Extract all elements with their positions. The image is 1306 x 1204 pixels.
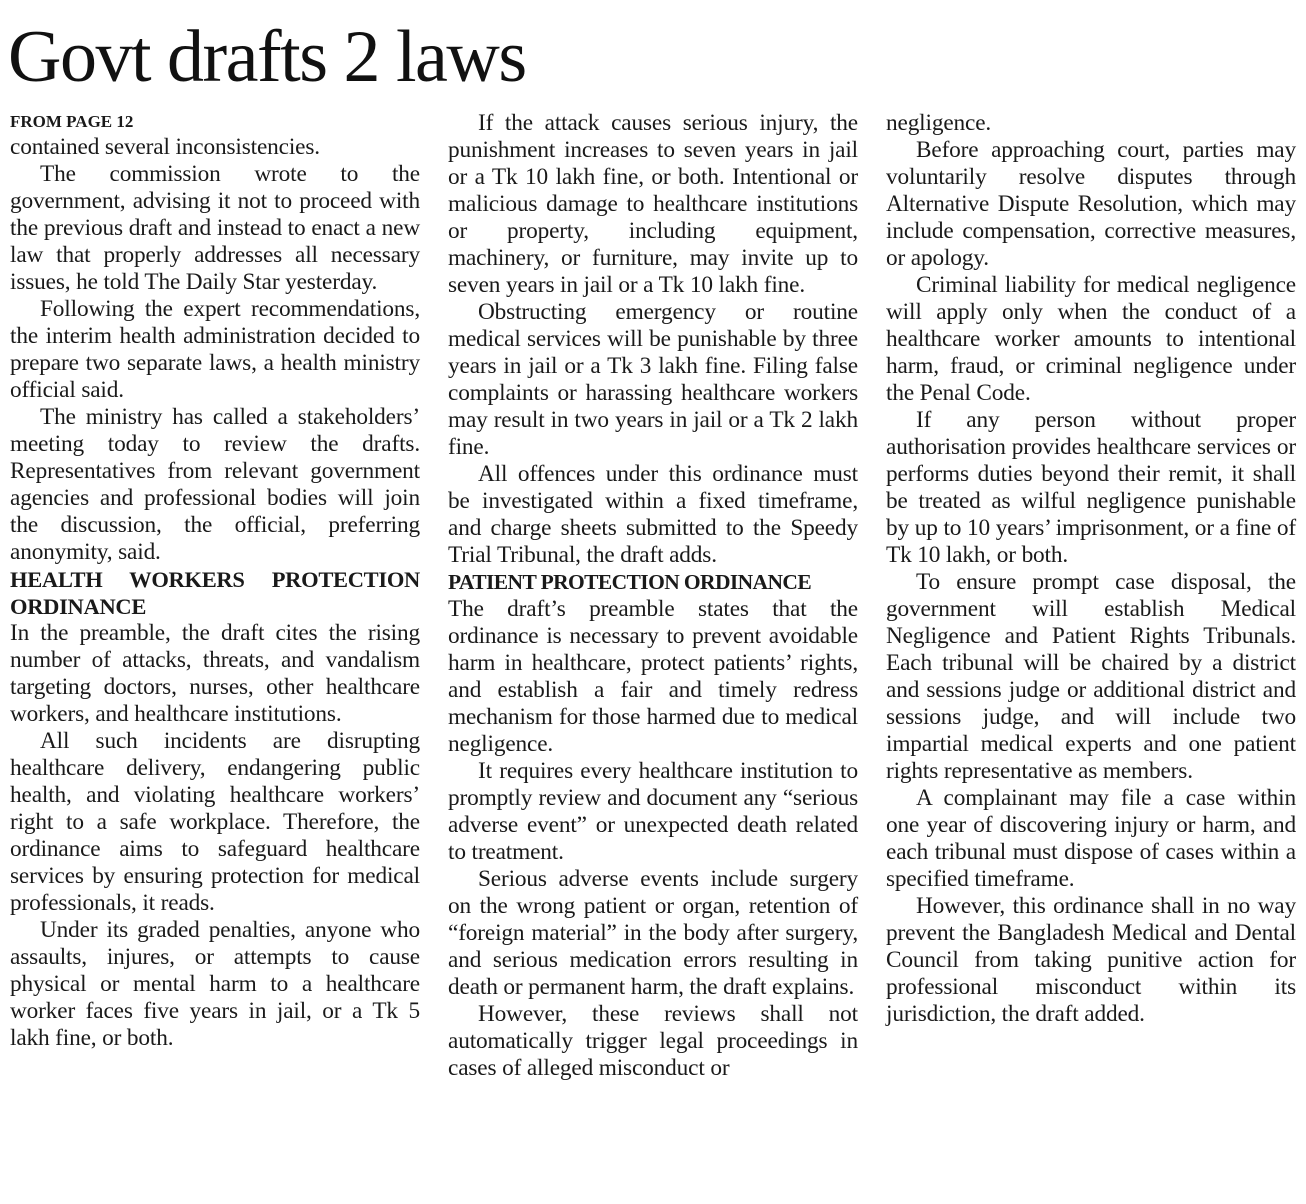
subhead-health-workers: HEALTH WORKERS PROTECTION ORDINANCE: [10, 567, 420, 619]
paragraph: If the attack causes serious injury, the punishment increases to seven years in jail or a Tk 10 lakh fine, or both. Intentional or malicious damage to healthcare institutions or property, including equipment, machinery, or furniture, may invite up to seven years in jail or a Tk 10 lakh fine.: [448, 110, 858, 298]
subhead-patient-protection: PATIENT PROTECTION ORDINANCE: [448, 570, 812, 594]
paragraph: Criminal liability for medical negligence will apply only when the conduct of a healthcare worker amounts to intentional harm, fraud, or criminal negligence under the Penal Code.: [886, 272, 1296, 406]
paragraph: The ministry has called a stakeholders’ meeting today to review the drafts. Representatives from relevant government agencies and professional bodies will join the discussion, the official, preferring anonymity, said.: [10, 404, 420, 565]
paragraph: If any person without proper authorisation provides healthcare services or performs duties beyond their remit, it shall be treated as wilful negligence punishable by up to 10 years’ imprisonment, or a fine of Tk 10 lakh, or both.: [886, 407, 1296, 568]
headline: Govt drafts 2 laws: [8, 16, 526, 98]
continuation-kicker: FROM PAGE 12: [10, 112, 134, 131]
paragraph: All offences under this ordinance must be investigated within a fixed timeframe, and charge sheets submitted to the Speedy Trial Tribunal, the draft adds.: [448, 461, 858, 568]
paragraph: However, these reviews shall not automatically trigger legal proceedings in cases of alleged misconduct or: [448, 1001, 858, 1081]
paragraph: Before approaching court, parties may voluntarily resolve disputes through Alternative Dispute Resolution, which may include compensation, corrective measures, or apology.: [886, 137, 1296, 271]
paragraph: However, this ordinance shall in no way prevent the Bangladesh Medical and Dental Council from taking punitive action for professional misconduct within its jurisdiction, the draft added.: [886, 893, 1296, 1027]
paragraph: The draft’s preamble states that the ordinance is necessary to prevent avoidable harm in healthcare, protect patients’ rights, and establish a fair and timely redress mechanism for those harmed due to medical negligence.: [448, 596, 858, 757]
paragraph: Under its graded penalties, anyone who assaults, injures, or attempts to cause physical or mental harm to a healthcare worker faces five years in jail, or a Tk 5 lakh fine, or both.: [10, 917, 420, 1051]
paragraph: The commission wrote to the government, advising it not to proceed with the previous draft and instead to enact a new law that properly addresses all necessary issues, he told The Daily Star yesterday.: [10, 161, 420, 295]
paragraph: To ensure prompt case disposal, the government will establish Medical Negligence and Patient Rights Tribunals. Each tribunal will be chaired by a district and sessions judge or additional district and sessions judge, and will include two impartial medical experts and one patient rights representative as members.: [886, 569, 1296, 784]
paragraph: It requires every healthcare institution to promptly review and document any “serious adverse event” or unexpected death related to treatment.: [448, 758, 858, 865]
paragraph: contained several inconsistencies.: [10, 134, 320, 160]
paragraph: In the preamble, the draft cites the rising number of attacks, threats, and vandalism targeting doctors, nurses, other healthcare workers, and healthcare institutions.: [10, 620, 420, 727]
paragraph: negligence.: [886, 110, 992, 136]
paragraph: Serious adverse events include surgery on the wrong patient or organ, retention of “foreign material” in the body after surgery, and serious medication errors resulting in death or permanent harm, the draft explains.: [448, 866, 858, 1000]
paragraph: Obstructing emergency or routine medical services will be punishable by three years in jail or a Tk 3 lakh fine. Filing false complaints or harassing healthcare workers may result in two years in jail or a Tk 2 lakh fine.: [448, 299, 858, 460]
column-1: [10, 110, 420, 1052]
column-2: [448, 110, 858, 1082]
paragraph: All such incidents are disrupting healthcare delivery, endangering public health, and violating healthcare workers’ right to a safe workplace. Therefore, the ordinance aims to safeguard healthcare services by ensuring protection for medical professionals, it reads.: [10, 728, 420, 916]
paragraph: A complainant may file a case within one year of discovering injury or harm, and each tribunal must dispose of cases within a specified timeframe.: [886, 785, 1296, 892]
column-3: [886, 110, 1296, 1028]
paragraph: Following the expert recommendations, the interim health administration decided to prepare two separate laws, a health ministry official said.: [10, 296, 420, 403]
